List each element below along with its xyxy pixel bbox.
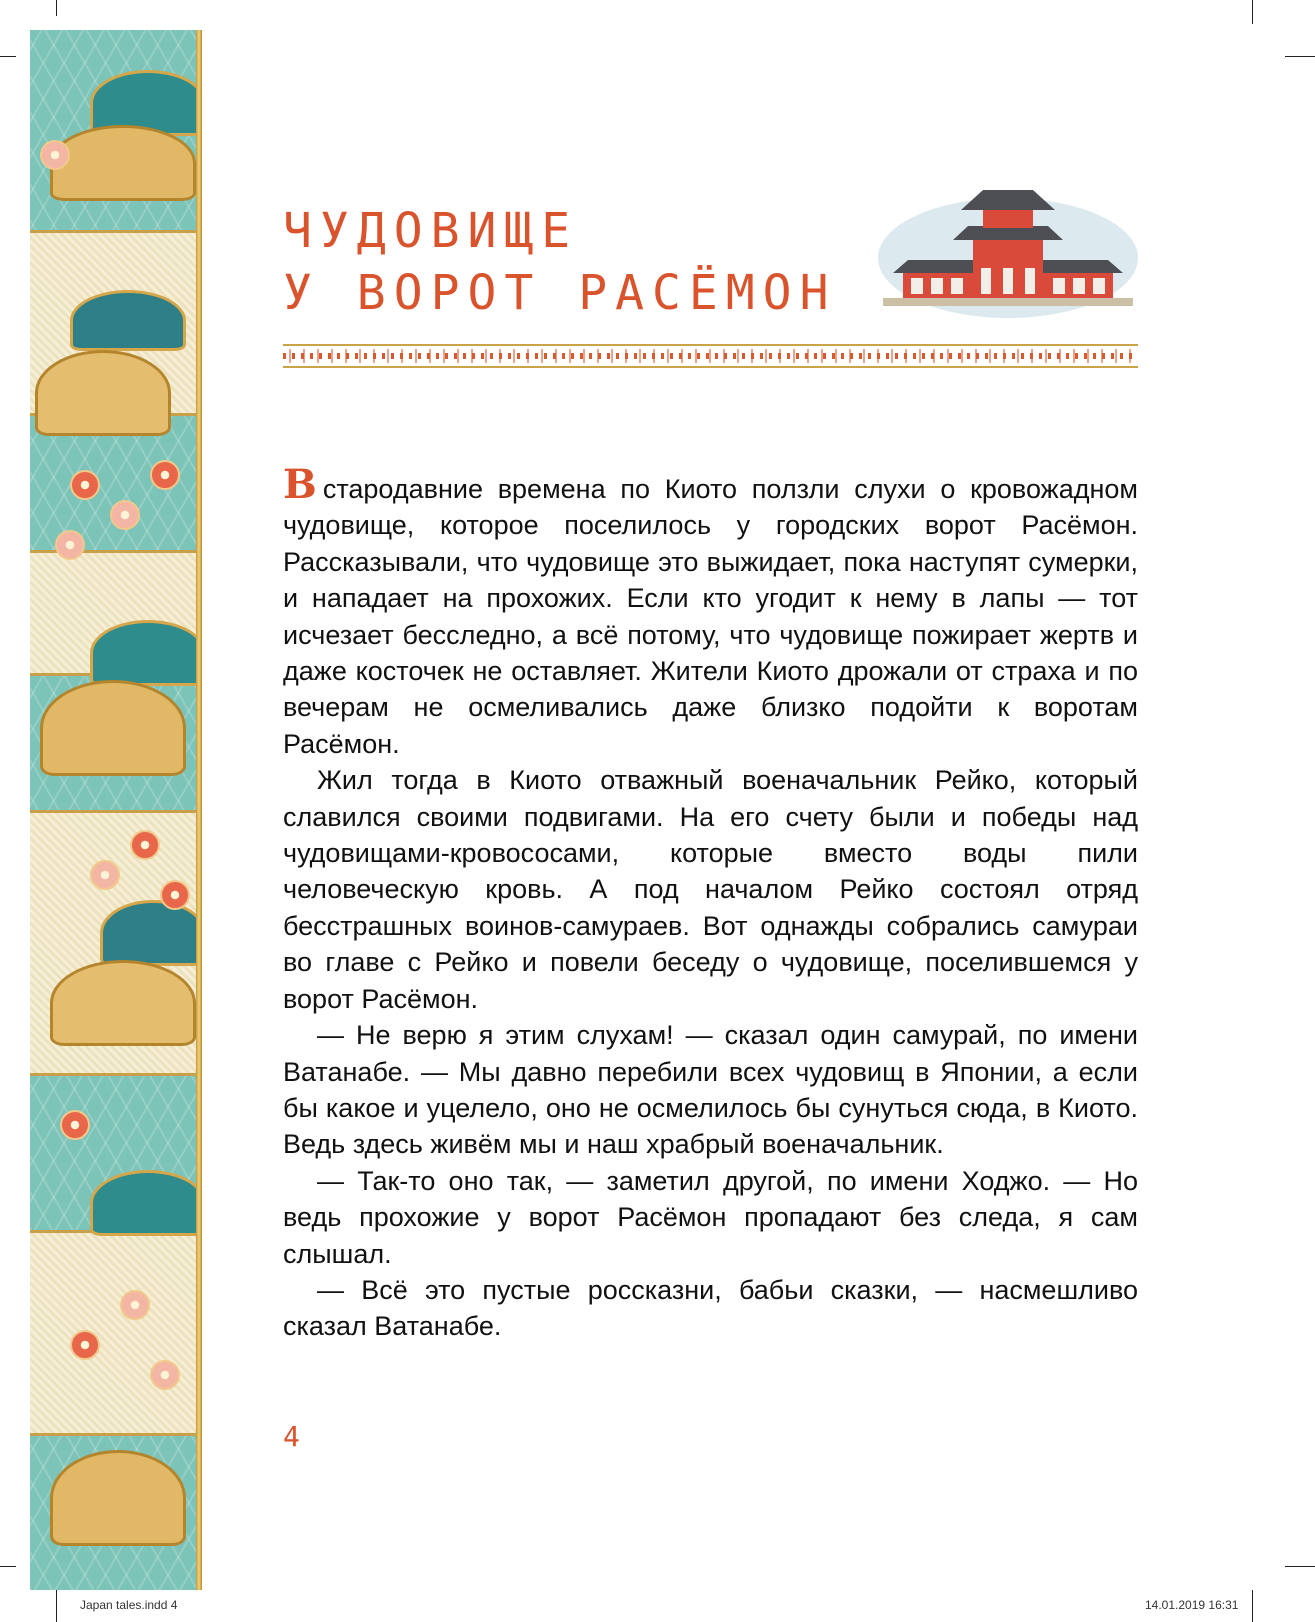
page-number: 4 xyxy=(283,1420,300,1453)
crop-mark xyxy=(1285,56,1315,57)
plum-blossom-ornament xyxy=(70,470,100,500)
plum-blossom-ornament xyxy=(40,140,70,170)
page-title xyxy=(283,200,836,324)
pine-tree-ornament xyxy=(50,125,196,201)
paragraph: Жил тогда в Киото отважный военачальник Рейко, который славился своими подвигами. На его счету были и победы над чудовищами-кровососами, которые вместо воды пили человеческую кровь. А под началом Рейко состоял отряд бесстрашных воинов-самураев. Вот однажды собрались самураи во главе с Рейко и повели беседу о чудовище, поселившемся у ворот Расёмон. xyxy=(283,765,1138,1014)
gold-band-edge xyxy=(196,30,202,1590)
paragraph: — Так-то оно так, — заметил другой, по имени Ходжо. — Но ведь прохожие у ворот Расёмон пропадают без следа, я сам слышал. xyxy=(283,1165,1138,1269)
plum-blossom-ornament xyxy=(110,500,140,530)
paragraph: — Всё это пустые россказни, бабьи сказки, — насмешливо сказал Ватанабе. xyxy=(283,1274,1138,1342)
paragraph xyxy=(283,461,1138,762)
plum-blossom-ornament xyxy=(120,1290,150,1320)
print-slug-datetime: 14.01.2019 16:31 xyxy=(1145,1598,1239,1612)
crop-mark xyxy=(0,1566,16,1567)
plum-blossom-ornament xyxy=(90,860,120,890)
pine-tree-ornament xyxy=(35,350,171,436)
plum-blossom-ornament xyxy=(55,530,85,560)
pine-tree-ornament xyxy=(90,1170,202,1236)
crop-mark xyxy=(56,0,57,16)
plum-blossom-ornament xyxy=(160,880,190,910)
crop-mark xyxy=(1252,0,1253,24)
crop-mark xyxy=(1252,1590,1253,1622)
paragraph: — Не верю я этим слухам! — сказал один самурай, по имени Ватанабе. — Мы давно перебили всех чудовищ в Японии, а если бы какое и уцелело, оно не осмелилось бы сунуться сюда, в Киото. Ведь здесь живём мы и наш храбрый военачальник. xyxy=(283,1020,1138,1160)
pine-tree-ornament xyxy=(50,1450,186,1546)
pine-tree-ornament xyxy=(100,900,202,966)
plum-blossom-ornament xyxy=(70,1330,100,1360)
print-slug-file: Japan tales.indd 4 xyxy=(80,1598,178,1612)
crop-mark xyxy=(0,56,16,57)
temple-illustration xyxy=(873,168,1143,328)
plum-blossom-ornament xyxy=(60,1110,90,1140)
title-line-2: У ВОРОТ РАСЁМОН xyxy=(283,265,837,321)
plum-blossom-ornament xyxy=(150,460,180,490)
plum-blossom-ornament xyxy=(130,830,160,860)
plum-blossom-ornament xyxy=(150,1360,180,1390)
drop-cap: В xyxy=(283,461,317,508)
cloud-panel xyxy=(30,1230,202,1436)
pine-tree-ornament xyxy=(40,680,186,776)
pine-tree-ornament xyxy=(90,620,202,686)
title-line-1: ЧУДОВИЩЕ xyxy=(283,203,579,259)
paragraph-text: стародавние времена по Киото ползли слухи о кровожадном чудовище, которое поселилось у городских ворот Расёмон. Рассказывали, что чудовище это выжидает, пока наступят сумерки, и нападает на прохожих. Если кто угодит к нему в лапы — тот исчезает бесследно, а всё потому, что чудовище пожирает жертв и даже косточек не оставляет. Жители Киото дрожали от страха и по вечерам не осмеливались даже близко подойти к воротам Расёмон. xyxy=(283,474,1138,759)
greek-key-pattern xyxy=(283,349,1138,363)
crop-mark xyxy=(1285,1566,1315,1567)
story-text xyxy=(283,461,1138,1345)
crop-mark xyxy=(56,1590,57,1622)
decorative-side-band xyxy=(30,30,202,1590)
pine-tree-ornament xyxy=(70,290,186,351)
greek-key-border xyxy=(283,344,1138,368)
pine-tree-ornament xyxy=(50,960,196,1046)
